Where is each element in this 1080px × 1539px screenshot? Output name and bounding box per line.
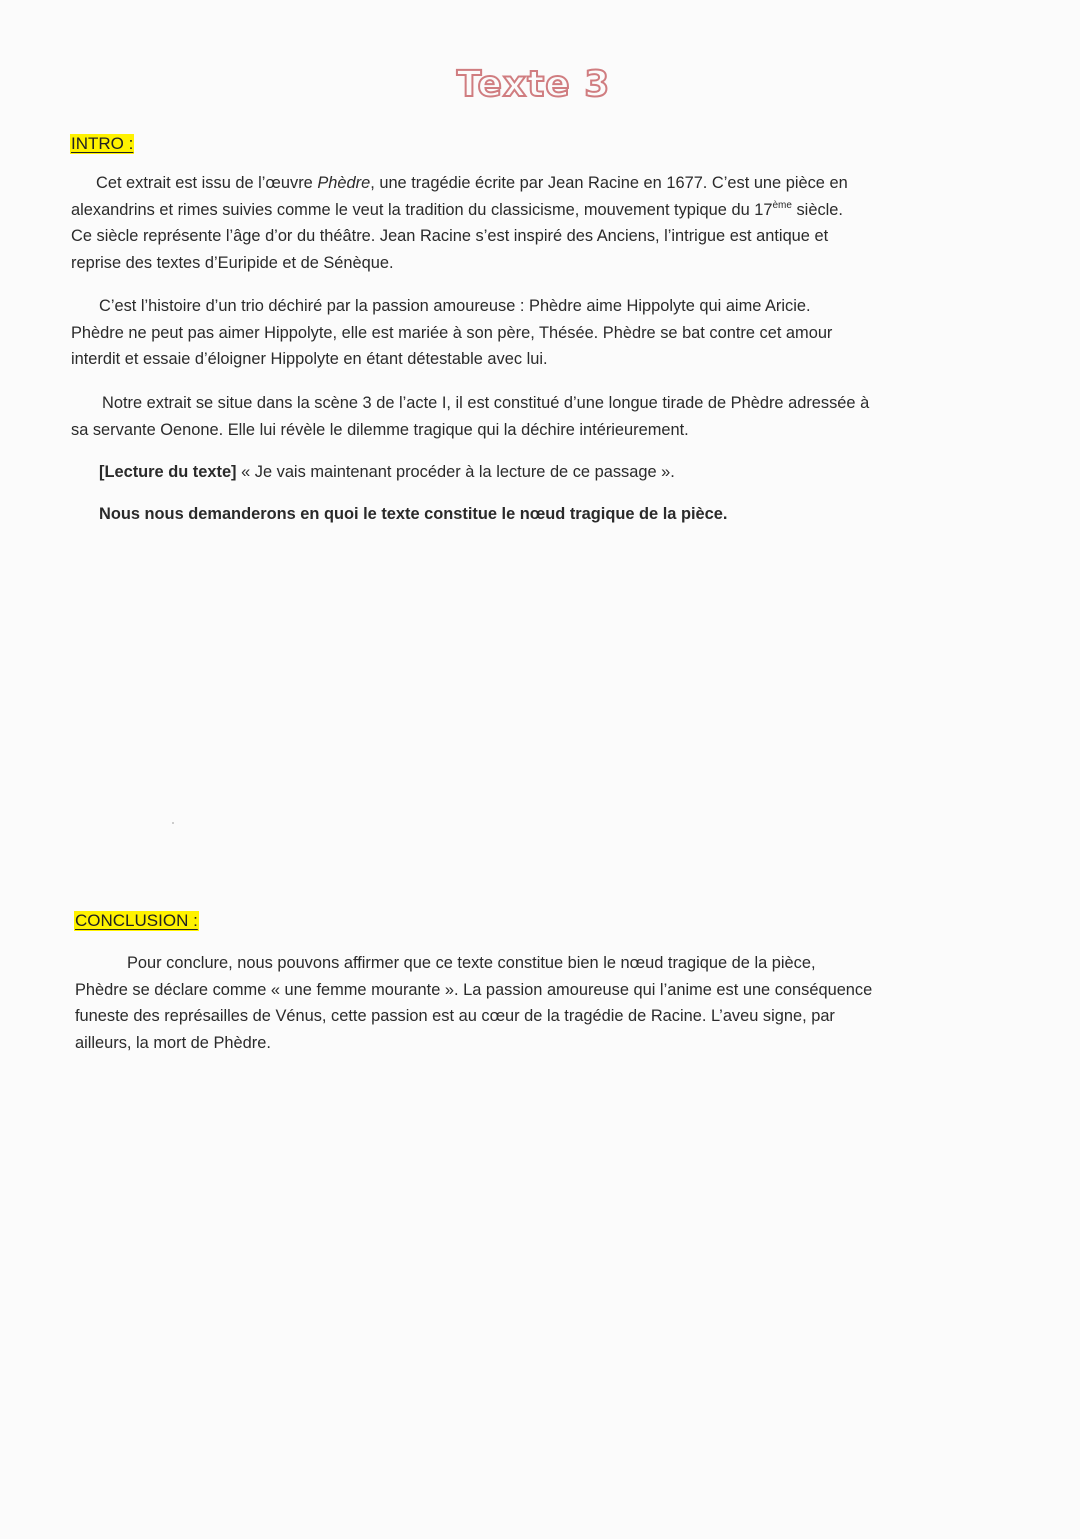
page-title: Texte 3 xyxy=(456,64,611,105)
paragraph-line: Phèdre ne peut pas aimer Hippolyte, elle est mariée à son père, Thésée. Phèdre se bat contre cet amour xyxy=(71,323,833,342)
paragraph-line: Pour conclure, nous pouvons affirmer que ce texte constitue bien le nœud tragique de la pièce, xyxy=(127,954,816,972)
intro-heading: INTRO : xyxy=(71,134,134,153)
paragraph-line: Ce siècle représente l’âge d’or du théâtre. Jean Racine s’est inspiré des Anciens, l’intrigue est antique et xyxy=(71,227,829,245)
paragraph-line: C’est l’histoire d’un trio déchiré par la passion amoureuse : Phèdre aime Hippolyte qui aime Aricie. xyxy=(99,297,811,315)
reading-label: [Lecture du texte] xyxy=(99,463,237,481)
paragraph-line: sa servante Oenone. Elle lui révèle le dilemme tragique qui la déchire intérieurement. xyxy=(71,420,689,439)
intro-paragraph-2 xyxy=(71,293,832,373)
paragraph-line: Cet extrait est issu de l’œuvre Phèdre, une tragédie écrite par Jean Racine en 1677. C’est une pièce en xyxy=(96,174,848,192)
intro-paragraph-3 xyxy=(71,390,869,443)
problematic: Nous nous demanderons en quoi le texte constitue le nœud tragique de la pièce. xyxy=(99,505,728,523)
paragraph-line: interdit et essaie d’éloigner Hippolyte en étant détestable avec lui. xyxy=(71,350,548,368)
scan-speck xyxy=(172,822,174,824)
paragraph-line: alexandrins et rimes suivies comme le veut la tradition du classicisme, mouvement typique du 17ème siècle. xyxy=(71,199,843,219)
paragraph-line: ailleurs, la mort de Phèdre. xyxy=(75,1033,271,1052)
paragraph-line: Notre extrait se situe dans la scène 3 de l’acte I, il est constitué d’une longue tirade de Phèdre adressée à xyxy=(102,394,870,412)
conclusion-paragraph xyxy=(75,950,872,1056)
paragraph-line: Phèdre se déclare comme « une femme mourante ». La passion amoureuse qui l’anime est une conséquence xyxy=(75,980,873,999)
work-title: Phèdre xyxy=(317,174,371,192)
paragraph-line: reprise des textes d’Euripide et de Sénèque. xyxy=(71,253,394,272)
paragraph-line: funeste des représailles de Vénus, cette passion est au cœur de la tragédie de Racine. L’aveu signe, par xyxy=(75,1007,835,1025)
conclusion-heading: CONCLUSION : xyxy=(75,911,198,930)
intro-paragraph-1 xyxy=(71,170,848,276)
reading-line: [Lecture du texte] « Je vais maintenant procéder à la lecture de ce passage ». xyxy=(99,463,675,481)
